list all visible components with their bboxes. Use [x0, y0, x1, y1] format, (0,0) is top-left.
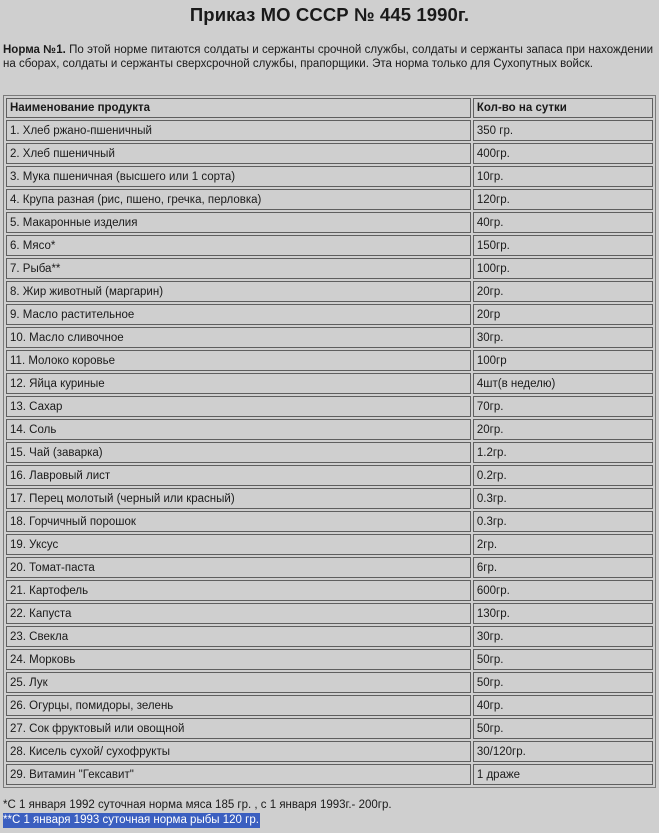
ration-table [3, 95, 656, 788]
amount-cell: 20гр [473, 304, 653, 325]
table-row [6, 419, 653, 440]
footnote-fish [3, 813, 392, 828]
amount-cell: 70гр. [473, 396, 653, 417]
product-cell: 12. Яйца куриные [6, 373, 471, 394]
amount-cell: 10гр. [473, 166, 653, 187]
amount-cell: 0.3гр. [473, 511, 653, 532]
amount-cell: 0.2гр. [473, 465, 653, 486]
table-row [6, 741, 653, 762]
amount-cell: 400гр. [473, 143, 653, 164]
product-cell: 26. Огурцы, помидоры, зелень [6, 695, 471, 716]
table-row [6, 626, 653, 647]
product-cell: 1. Хлеб ржано-пшеничный [6, 120, 471, 141]
product-cell: 11. Молоко коровье [6, 350, 471, 371]
table-row [6, 672, 653, 693]
product-cell: 25. Лук [6, 672, 471, 693]
product-cell: 17. Перец молотый (черный или красный) [6, 488, 471, 509]
intro-paragraph [3, 43, 653, 71]
product-cell: 16. Лавровый лист [6, 465, 471, 486]
product-cell: 6. Мясо* [6, 235, 471, 256]
table-row [6, 580, 653, 601]
amount-cell: 30гр. [473, 327, 653, 348]
amount-cell: 2гр. [473, 534, 653, 555]
amount-cell: 20гр. [473, 419, 653, 440]
amount-cell: 50гр. [473, 649, 653, 670]
product-cell: 24. Морковь [6, 649, 471, 670]
table-row [6, 718, 653, 739]
amount-cell: 6гр. [473, 557, 653, 578]
norm-description: По этой норме питаются солдаты и сержанты срочной службы, солдаты и сержанты запаса при нахождении на сборах, солдаты и сержанты сверхсрочной службы, прапорщики. Эта норма только для Сухопутных войск. [3, 44, 653, 70]
product-cell: 5. Макаронные изделия [6, 212, 471, 233]
table-row [6, 350, 653, 371]
product-cell: 29. Витамин "Гексавит" [6, 764, 471, 785]
table-row [6, 649, 653, 670]
table-row [6, 465, 653, 486]
amount-cell: 1.2гр. [473, 442, 653, 463]
table-row [6, 373, 653, 394]
product-cell: 14. Соль [6, 419, 471, 440]
product-cell: 15. Чай (заварка) [6, 442, 471, 463]
amount-cell: 1 драже [473, 764, 653, 785]
table-header-row [6, 98, 653, 118]
selected-text[interactable]: **С 1 января 1993 суточная норма рыбы 120 гр. [3, 814, 259, 826]
table-row [6, 488, 653, 509]
table-row [6, 258, 653, 279]
product-cell: 3. Мука пшеничная (высшего или 1 сорта) [6, 166, 471, 187]
amount-cell: 150гр. [473, 235, 653, 256]
table-row [6, 304, 653, 325]
table-row [6, 212, 653, 233]
amount-cell: 40гр. [473, 695, 653, 716]
table-row [6, 235, 653, 256]
table-row [6, 396, 653, 417]
amount-cell: 120гр. [473, 189, 653, 210]
table-row [6, 534, 653, 555]
product-cell: 20. Томат-паста [6, 557, 471, 578]
product-cell: 2. Хлеб пшеничный [6, 143, 471, 164]
table-row [6, 189, 653, 210]
amount-cell: 600гр. [473, 580, 653, 601]
table-row [6, 442, 653, 463]
table-row [6, 603, 653, 624]
table-row [6, 327, 653, 348]
product-cell: 7. Рыба** [6, 258, 471, 279]
amount-cell: 30гр. [473, 626, 653, 647]
table-row [6, 281, 653, 302]
table-row [6, 764, 653, 785]
amount-cell: 20гр. [473, 281, 653, 302]
product-cell: 19. Уксус [6, 534, 471, 555]
table-row [6, 511, 653, 532]
product-cell: 22. Капуста [6, 603, 471, 624]
product-cell: 8. Жир животный (маргарин) [6, 281, 471, 302]
amount-cell: 100гр. [473, 258, 653, 279]
amount-cell: 100гр [473, 350, 653, 371]
amount-cell: 4шт(в неделю) [473, 373, 653, 394]
product-cell: 21. Картофель [6, 580, 471, 601]
header-amount: Кол-во на сутки [473, 98, 653, 118]
amount-cell: 130гр. [473, 603, 653, 624]
table-row [6, 557, 653, 578]
product-cell: 18. Горчичный порошок [6, 511, 471, 532]
product-cell: 13. Сахар [6, 396, 471, 417]
header-product: Наименование продукта [6, 98, 471, 118]
amount-cell: 50гр. [473, 718, 653, 739]
amount-cell: 0.3гр. [473, 488, 653, 509]
amount-cell: 350 гр. [473, 120, 653, 141]
footnotes [3, 798, 392, 828]
norm-label: Норма №1. [3, 44, 66, 56]
amount-cell: 30/120гр. [473, 741, 653, 762]
product-cell: 23. Свекла [6, 626, 471, 647]
page-title: Приказ МО СССР № 445 1990г. [189, 4, 470, 25]
table-row [6, 166, 653, 187]
table-row [6, 120, 653, 141]
product-cell: 9. Масло растительное [6, 304, 471, 325]
footnote-meat: *С 1 января 1992 суточная норма мяса 185 гр. , с 1 января 1993г.- 200гр. [3, 799, 392, 811]
amount-cell: 50гр. [473, 672, 653, 693]
table-row [6, 695, 653, 716]
amount-cell: 40гр. [473, 212, 653, 233]
product-cell: 27. Сок фруктовый или овощной [6, 718, 471, 739]
product-cell: 4. Крупа разная (рис, пшено, гречка, перловка) [6, 189, 471, 210]
product-cell: 10. Масло сливочное [6, 327, 471, 348]
product-cell: 28. Кисель сухой/ сухофрукты [6, 741, 471, 762]
table-row [6, 143, 653, 164]
